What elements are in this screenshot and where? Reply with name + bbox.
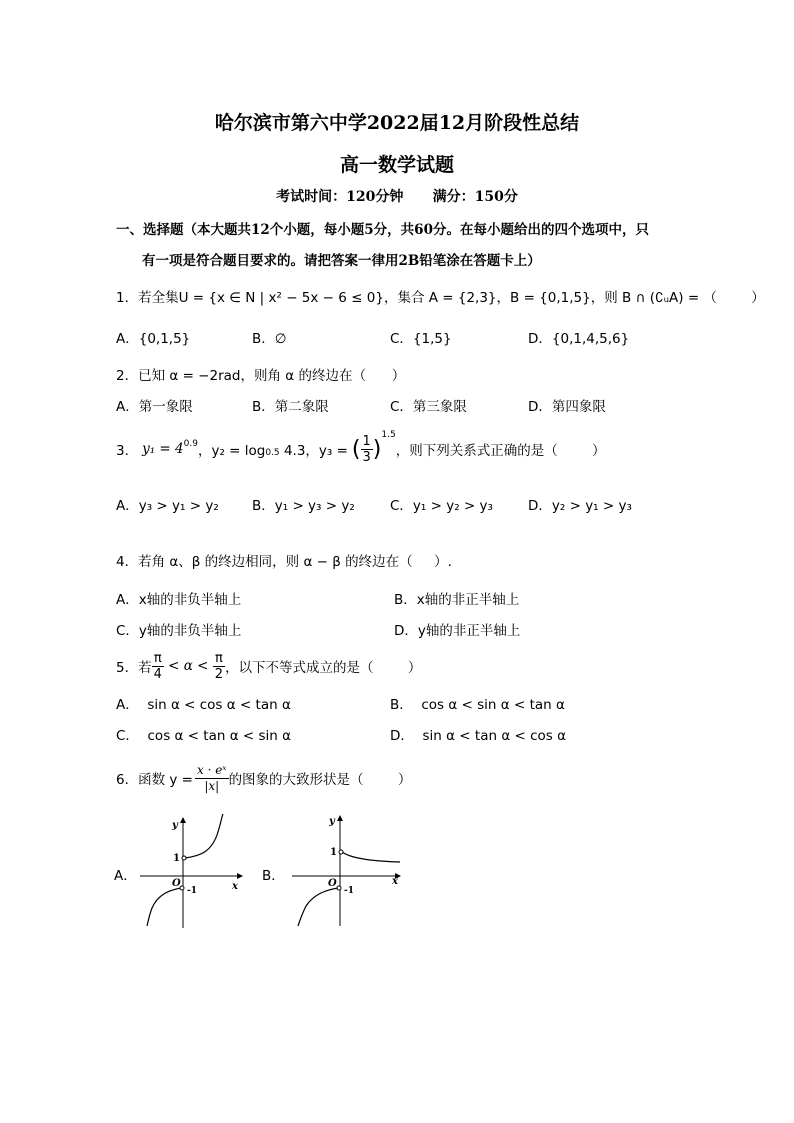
q6-pre: 6．函数 y = <box>116 772 193 788</box>
q3-fraction <box>361 434 373 465</box>
section-heading-line2: 有一项是符合题目要求的。请把答案一律用2B铅笔涂在答题卡上） <box>142 253 541 269</box>
question-6-stem <box>116 756 411 800</box>
q3-y3-exp: 1.5 <box>381 430 396 440</box>
q3-frac-den: 3 <box>362 449 371 465</box>
graph-a-origin-label: O <box>172 878 181 889</box>
graph-b-origin-label: O <box>328 878 337 889</box>
q3-right-paren: ) <box>372 436 382 462</box>
q1-option-b: B．∅ <box>252 331 287 347</box>
graph-option-b <box>290 812 406 930</box>
q3-option-a: A．y₃ > y₁ > y₂ <box>116 498 219 514</box>
q3-option-c: C．y₁ > y₂ > y₃ <box>390 498 493 514</box>
exam-subtitle: 高一数学试题 <box>339 154 454 176</box>
q2-option-d: D．第四象限 <box>528 399 606 415</box>
q6-option-b-label: B． <box>262 868 285 884</box>
q2-option-c: C．第三象限 <box>390 399 467 415</box>
question-2-stem: 2．已知 α = −2rad，则角 α 的终边在（ ） <box>116 368 406 384</box>
q5-f2-num: π <box>213 651 225 667</box>
graph-b-one-label: 1 <box>330 847 337 858</box>
graph-a-y-label: y <box>172 820 178 831</box>
question-3-stem <box>116 427 606 471</box>
section-heading-line1: 一、选择题（本大题共12个小题，每小题5分，共60分。在每小题给出的四个选项中，只 <box>116 222 649 238</box>
q4-option-a: A．x轴的非负半轴上 <box>116 592 242 608</box>
q5-option-d: D． sin α < tan α < cos α <box>390 728 567 744</box>
q4-option-b: B．x轴的非正半轴上 <box>394 592 520 608</box>
graph-a-right-curve <box>185 814 223 858</box>
q3-y1-exp: 0.9 <box>183 439 198 449</box>
q4-option-c: C．y轴的非负半轴上 <box>116 623 242 639</box>
q3-option-b: B．y₁ > y₃ > y₂ <box>252 498 355 514</box>
graph-b-open-point-bottom <box>337 886 341 890</box>
q1-option-c: C．{1,5} <box>390 331 452 347</box>
exam-info: 考试时间：120分钟 满分：150分 <box>276 189 518 205</box>
q5-f1-num: π <box>152 651 164 667</box>
q5-f2-den: 2 <box>214 666 224 682</box>
graph-b-left-curve <box>298 888 338 926</box>
graph-a-neg-one-label: -1 <box>187 886 197 896</box>
q5-f1-den: 4 <box>153 666 162 682</box>
q5-fraction-2 <box>213 651 225 682</box>
q2-option-a: A．第一象限 <box>116 399 193 415</box>
q1-option-d: D．{0,1,4,5,6} <box>528 331 630 347</box>
q3-option-d: D．y₂ > y₁ > y₃ <box>528 498 632 514</box>
q5-fraction-1 <box>152 651 164 682</box>
q3-y2-rest: 4.3，y₃ = <box>279 443 348 459</box>
q1-option-a: A．{0,1,5} <box>116 331 191 347</box>
q3-y2: ，y₂ = log <box>197 443 266 459</box>
graph-b-neg-one-label: -1 <box>344 886 354 896</box>
q6-tail: 的图象的大致形状是（ ） <box>228 772 412 788</box>
q3-left-paren: ( <box>351 436 361 462</box>
q5-tail: ，以下不等式成立的是（ ） <box>225 660 422 676</box>
q6-option-a-label: A． <box>114 868 137 884</box>
q3-y2-base: 0.5 <box>265 448 280 458</box>
q5-pre: 5．若 <box>116 660 152 676</box>
q5-option-a: A． sin α < cos α < tan α <box>116 697 291 713</box>
graph-b-y-label: y <box>329 816 335 827</box>
graph-option-a <box>138 812 248 930</box>
q5-option-b: B． cos α < sin α < tan α <box>390 697 565 713</box>
q4-option-d: D．y轴的非正半轴上 <box>394 623 521 639</box>
q6-f-den: |x| <box>204 778 220 793</box>
graph-b-open-point-top <box>339 850 343 854</box>
graph-a-left-curve <box>147 888 181 926</box>
question-4-stem: 4．若角 α、β 的终边相同，则 α − β 的终边在（ ）. <box>116 554 452 570</box>
q6-fraction <box>195 763 229 794</box>
q2-option-b: B．第二象限 <box>252 399 329 415</box>
q6-f-num: x · eˣ <box>196 762 227 777</box>
graph-a-open-point-top <box>182 856 186 860</box>
graph-b-x-label: x <box>392 876 398 887</box>
q3-y1: y₁ = 4 <box>142 441 184 457</box>
exam-title: 哈尔滨市第六中学2022届12月阶段性总结 <box>214 112 580 134</box>
q3-tail: ，则下列关系式正确的是（ ） <box>395 443 606 459</box>
graph-b-right-curve <box>342 852 400 862</box>
question-5-stem <box>116 648 421 684</box>
question-1-stem: 1．若全集U = {x ∈ N | x² − 5x − 6 ≤ 0}，集合 A = {2,3}，B = {0,1,5}，则 B ∩ (∁ᵤA) = （ ） <box>116 290 765 306</box>
graph-a-x-label: x <box>232 881 238 892</box>
q3-number: 3． <box>116 443 139 459</box>
q5-option-c: C． cos α < tan α < sin α <box>116 728 292 744</box>
q3-frac-num: 1 <box>362 433 371 449</box>
graph-a-one-label: 1 <box>173 853 180 864</box>
q5-mid: < α < <box>163 658 213 674</box>
